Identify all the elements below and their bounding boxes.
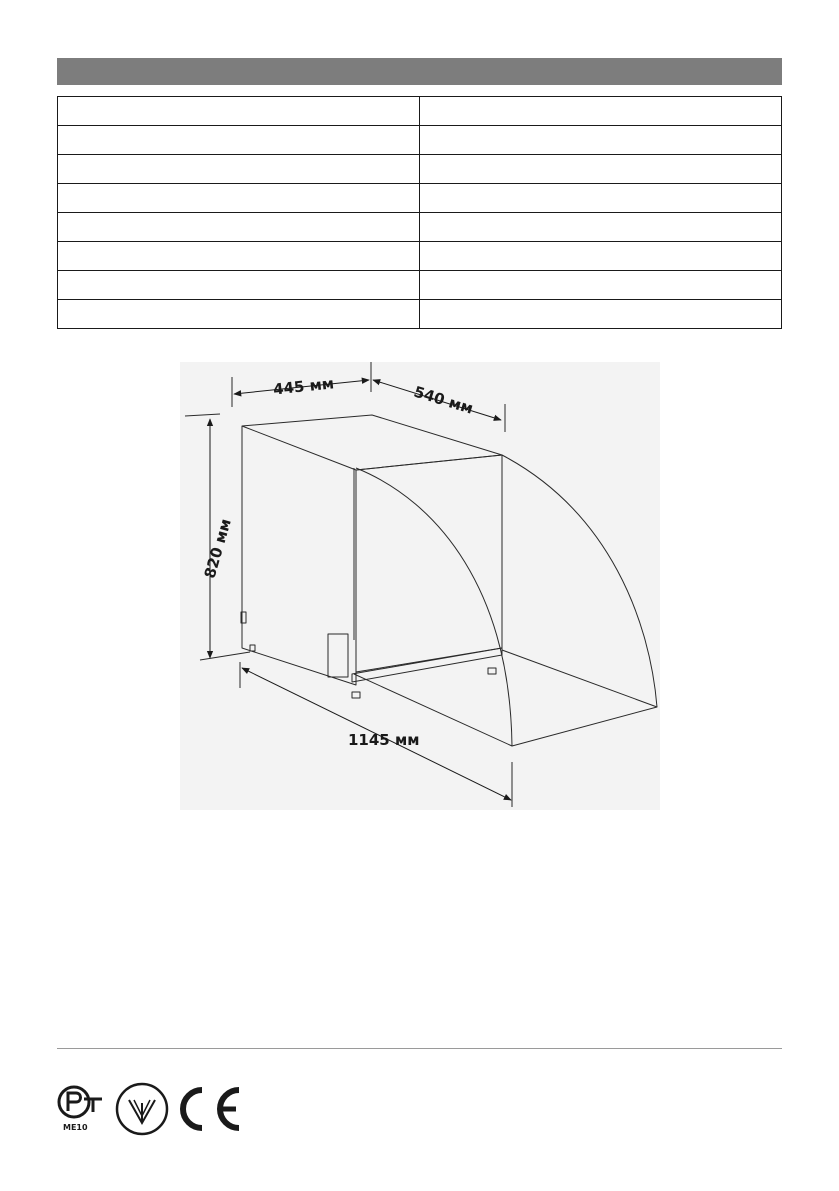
ukrsepro-mark-icon [117,1084,167,1134]
open-depth-dimension-label: 1145 мм [348,731,420,749]
extension-line [185,414,220,416]
table-cell [420,213,782,242]
table-row [58,184,782,213]
foot [352,692,360,698]
table-cell [420,155,782,184]
door-swing-arc [356,468,512,746]
cabinet-side [242,426,356,685]
section-header-bar [57,58,782,85]
cabinet-plinth [352,648,502,682]
cabinet-top [242,415,502,470]
depth-dimension-label: 540 мм [411,382,476,418]
ce-mark-icon [183,1090,239,1128]
table-cell [420,300,782,329]
table-cell [420,242,782,271]
table-row [58,242,782,271]
table-cell [58,242,420,271]
door-swing-arc [502,455,657,707]
certification-logos [56,1078,256,1138]
table-cell [420,97,782,126]
table-cell [58,271,420,300]
dishwasher-dimension-drawing [180,362,660,810]
table-row [58,126,782,155]
width-dimension-label: 445 мм [272,374,335,399]
table-cell [58,97,420,126]
table-row [58,271,782,300]
table-cell [58,184,420,213]
foot [488,668,496,674]
table-cell [420,271,782,300]
height-dimension-label: 820 мм [200,516,235,581]
specification-table [57,96,782,329]
footer-divider [57,1048,782,1049]
table-row [58,155,782,184]
foot [250,645,255,651]
table-row [58,97,782,126]
certification-marks [56,1078,256,1138]
rst-code-label: ME10 [63,1123,88,1132]
table-cell [58,213,420,242]
table-cell [58,300,420,329]
table-cell [420,184,782,213]
open-door-frame [356,455,502,672]
table-cell [420,126,782,155]
table-row [58,213,782,242]
table-cell [58,155,420,184]
table-cell [58,126,420,155]
rst-mark-icon [59,1087,102,1132]
extension-line [200,652,250,660]
dimension-diagram [180,362,660,810]
table-row [58,300,782,329]
side-panel [328,634,348,677]
